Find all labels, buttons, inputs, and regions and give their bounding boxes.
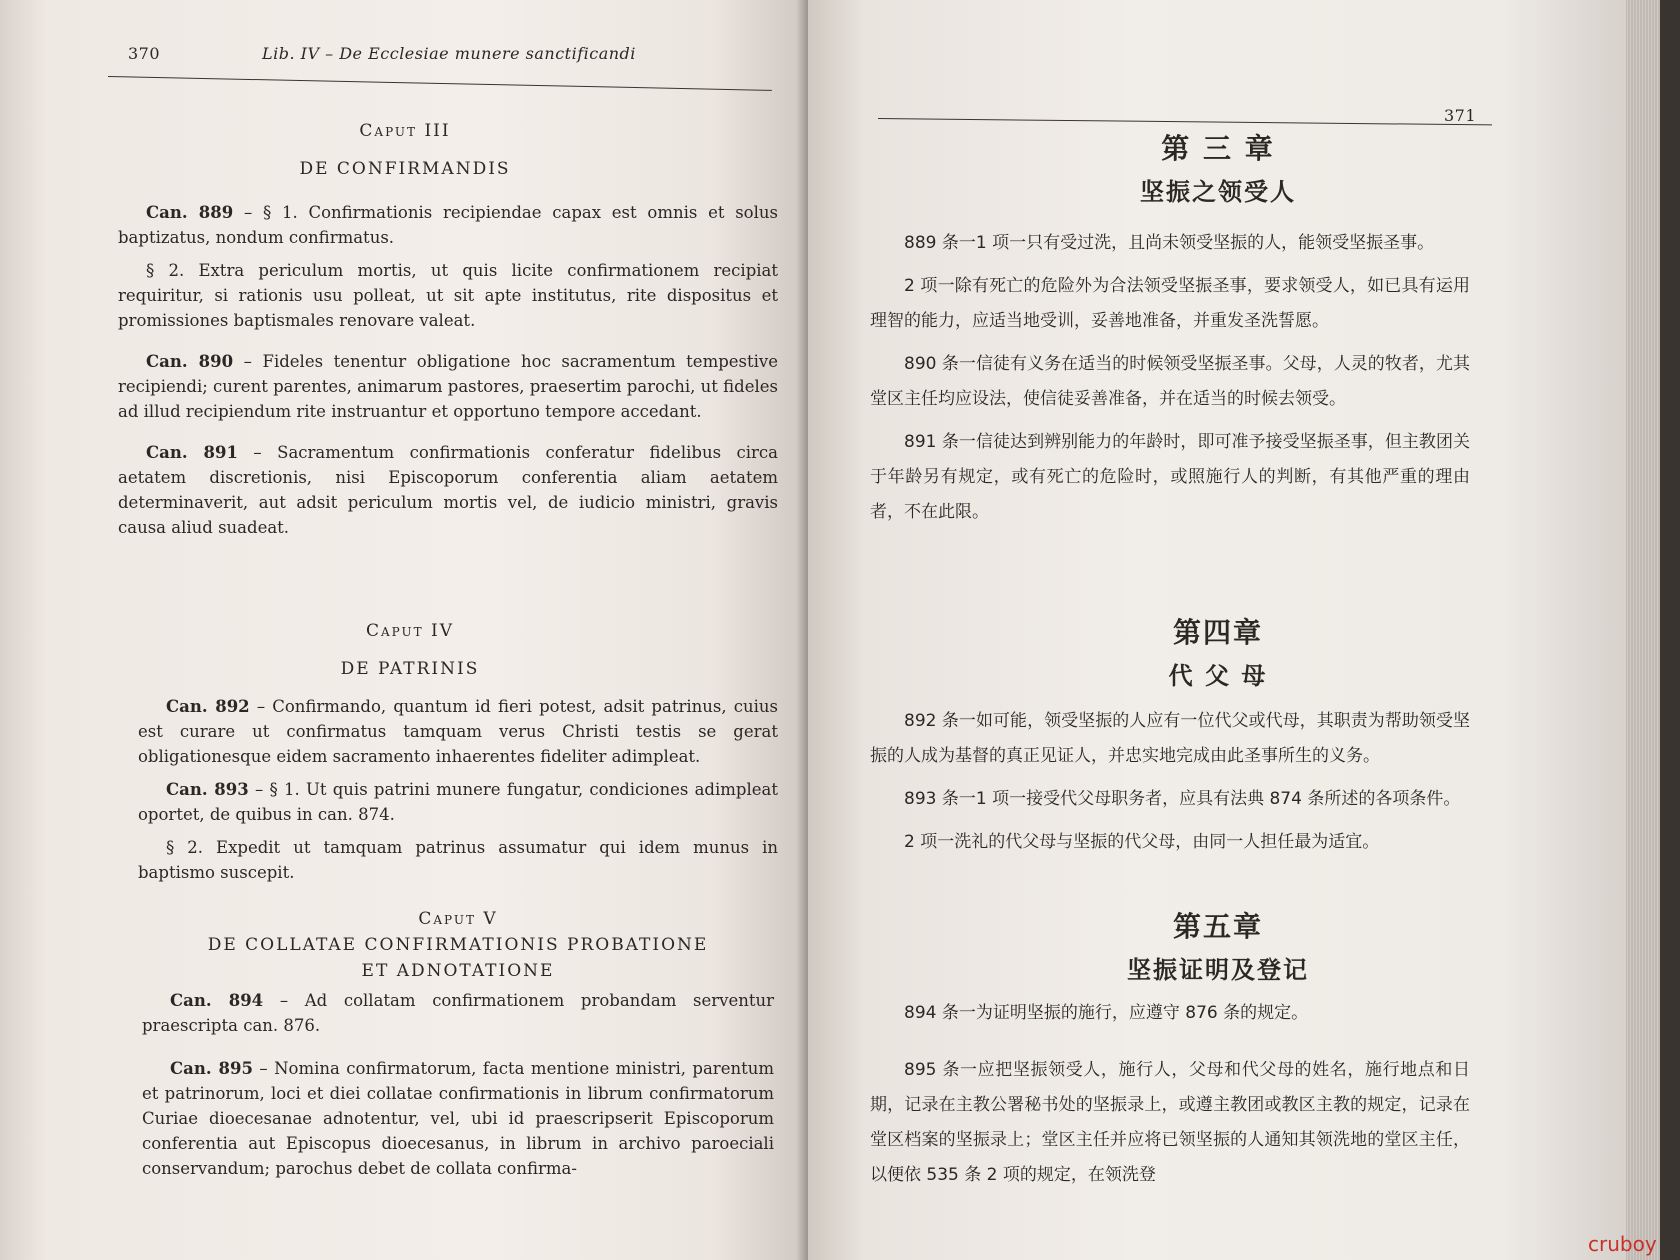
caput-5-heading (198, 906, 718, 984)
caput-5-title-line-1: DE COLLATAE CONFIRMATIONIS PROBATIONE (207, 935, 709, 955)
page-number-right: 371 (1444, 106, 1477, 125)
chapter-4-title: 代 父 母 (1168, 662, 1268, 690)
chapter-4-number: 第四章 (1172, 616, 1263, 649)
running-head-left: Lib. IV – De Ecclesiae munere sanctificandi (262, 44, 636, 63)
canon-895-zh: 895 条一应把坚振领受人，施行人，父母和代父母的姓名，施行地点和日期，记录在主教公署秘书处的坚振录上，或遵主教团或教区主教的规定，记录在堂区档案的坚振录上；堂区主任并应将已领坚振的人通知其领洗地的堂区主任，以便依 535 条 2 项的规定，在领洗登 (870, 1060, 1470, 1185)
canon-890 (118, 349, 778, 424)
chapter-5-heading (1008, 904, 1428, 990)
canon-891-zh: 891 条一信徒达到辨别能力的年龄时，即可准予接受坚振圣事，但主教团关于年龄另有规定，或有死亡的危险时，或照施行人的判断，有其他严重的理由者，不在此限。 (870, 432, 1470, 522)
chapter-4-heading (1008, 610, 1428, 696)
canon-893-number: Can. 893 (166, 780, 249, 799)
caput-3-heading (240, 112, 570, 188)
canon-894 (142, 988, 774, 1038)
canon-890-number: Can. 890 (146, 352, 234, 371)
canon-895-number: Can. 895 (170, 1059, 253, 1078)
canon-890-text: – Fideles tenentur obligatione hoc sacramentum tempestive recipiendi; curent parentes, animarum pastores, praesertim parochi, ut fideles ad illud recipiendum rite instruantur et opportuno tempore accedant. (118, 352, 778, 421)
caput-4-label: Caput IV (365, 621, 455, 641)
canon-891-text: – Sacramentum confirmationis conferatur fidelibus circa aetatem discretionis, nisi Episcoporum conferentia aliam aetatem determinaverit, aut adsit periculum mortis vel, de iudicio ministri, gravis causa aliud suadeat. (118, 443, 778, 537)
canon-895-text: – Nomina confirmatorum, facta mentione ministri, parentum et patrinorum, loci et diei collatae confirmationis in librum confirmatorum Curiae dioecesanae adnotentur, vel, ubi id praescripserit Episcoporum conferentia aut Episcopus dioecesanus, in librum in archivo paroeciali conservandum; parochus debet de collata confirma- (142, 1059, 774, 1178)
canon-893-zh-2: 2 项一洗礼的代父母与坚振的代父母，由同一人担任最为适宜。 (904, 832, 1380, 852)
canon-894-zh: 894 条一为证明坚振的施行，应遵守 876 条的规定。 (904, 1003, 1309, 1023)
caput-4-title: DE PATRINIS (340, 659, 480, 679)
chapter-3-heading (1008, 126, 1428, 212)
canon-893-par-1 (138, 777, 778, 827)
page-number-left: 370 (128, 44, 161, 63)
chapter-5-title: 坚振证明及登记 (1127, 956, 1309, 984)
caput-3-title: DE CONFIRMANDIS (299, 159, 511, 179)
header-rule-left (108, 76, 772, 91)
canon-892-text: – Confirmando, quantum id fieri potest, adsit patrinus, cuius est curare ut confirmatus tamquam verus Christi testis se gerat obligationesque eidem sacramento inhaerentes fideliter adimpleat. (138, 697, 778, 766)
caput-5-label: Caput V (418, 909, 498, 929)
canon-889-par-2: § 2. Extra periculum mortis, ut quis licite confirmationem recipiat requiritur, si rationis usu polleat, ut sit apte institutus, rite dispositus et promissiones baptismales renovare valeat. (118, 261, 778, 330)
canon-889-par-1 (118, 200, 778, 250)
canon-892 (138, 694, 778, 769)
canon-893-par-2: § 2. Expedit ut tamquam patrinus assumatur qui idem munus in baptismo suscepit. (138, 838, 778, 882)
canon-893-zh-1: 893 条一1 项一接受代父母职务者，应具有法典 874 条所述的各项条件。 (904, 789, 1461, 809)
canon-894-text: – Ad collatam confirmationem probandam serventur praescripta can. 876. (142, 991, 774, 1035)
caput-5-title-line-2: ET ADNOTATIONE (361, 961, 555, 981)
canon-895 (142, 1056, 774, 1181)
chapter-3-number: 第 三 章 (1161, 132, 1275, 165)
header-rule-right (878, 118, 1492, 125)
canon-891-number: Can. 891 (146, 443, 238, 462)
latin-caput-5-body (142, 988, 774, 1189)
right-page (808, 0, 1626, 1260)
canon-889-number: Can. 889 (146, 203, 234, 222)
chapter-3-title: 坚振之领受人 (1140, 178, 1296, 206)
canon-891 (118, 440, 778, 540)
caput-4-heading (240, 612, 580, 688)
chinese-chapter-3-body (870, 226, 1470, 538)
canon-892-number: Can. 892 (166, 697, 250, 716)
latin-caput-3-body (118, 200, 778, 548)
chinese-chapter-4-body (870, 704, 1470, 868)
canon-894-number: Can. 894 (170, 991, 264, 1010)
canon-893-text-1: – § 1. Ut quis patrini munere fungatur, condiciones adimpleat oportet, de quibus in can. 874. (138, 780, 778, 824)
watermark-text: cruboy (1588, 1232, 1657, 1256)
canon-890-zh: 890 条一信徒有义务在适当的时候领受坚振圣事。父母，人灵的牧者，尤其堂区主任均应设法，使信徒妥善准备，并在适当的时候去领受。 (870, 354, 1470, 409)
left-page (0, 0, 808, 1260)
canon-889-text-1: – § 1. Confirmationis recipiendae capax est omnis et solus baptizatus, nondum confirmatus. (118, 203, 778, 247)
canon-892-zh: 892 条一如可能，领受坚振的人应有一位代父或代母，其职责为帮助领受坚振的人成为基督的真正见证人，并忠实地完成由此圣事所生的义务。 (870, 711, 1470, 766)
latin-caput-4-body (138, 694, 778, 893)
canon-889-zh-2: 2 项一除有死亡的危险外为合法领受坚振圣事，要求领受人，如已具有运用理智的能力，应适当地受训，妥善地准备，并重发圣洗誓愿。 (870, 276, 1470, 331)
canon-889-zh-1: 889 条一1 项一只有受过洗，且尚未领受坚振的人，能领受坚振圣事。 (904, 233, 1435, 253)
chapter-5-number: 第五章 (1172, 910, 1263, 943)
book-cover-edge (1660, 0, 1680, 1260)
caput-3-label: Caput III (359, 121, 451, 141)
chinese-chapter-5-body (870, 996, 1470, 1201)
